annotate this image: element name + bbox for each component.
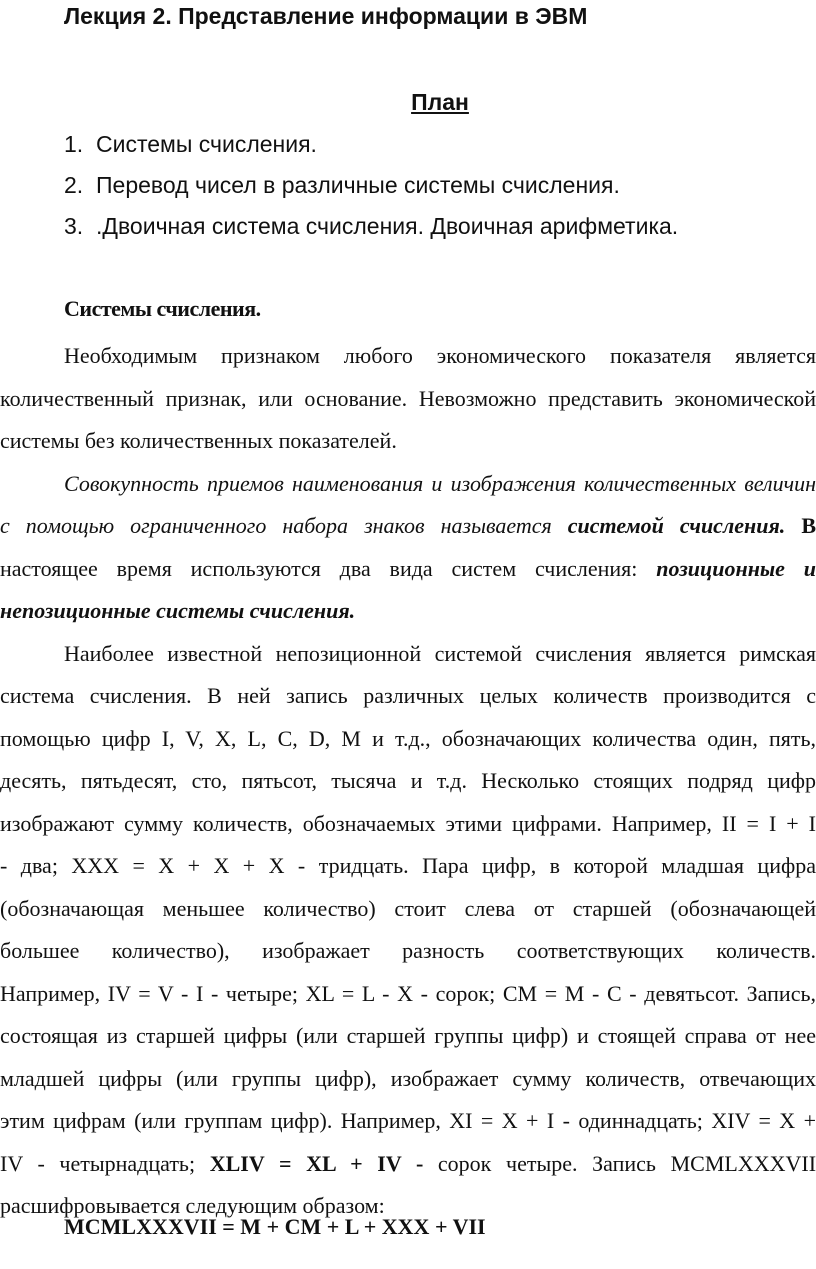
plan-item-3 bbox=[64, 213, 678, 240]
paragraph-3-line: этим цифрам (или группам цифр). Например, XI = X + I - одиннадцать; XIV = X + bbox=[0, 1108, 816, 1133]
bold-text: В bbox=[801, 513, 816, 538]
plain-text: сорок четыре. Запись MCMLXXXVII bbox=[437, 1150, 816, 1176]
paragraph-1-line: Необходимым признаком любого экономического показателя является bbox=[64, 343, 816, 368]
paragraph-3-line: Например, IV = V - I - четыре; XL = L - X - сорок; CM = M - C - девятьсот. Запись, bbox=[0, 980, 816, 1006]
paragraph-3-line: изображают сумму количеств, обозначаемых этими цифрами. Например, II = I + I bbox=[0, 810, 816, 836]
bold-example: XLIV = XL + IV - bbox=[209, 1150, 424, 1176]
term-non-positional: непозиционные системы счисления. bbox=[0, 598, 356, 623]
paragraph-3-line: расшифровывается следующим образом: bbox=[0, 1193, 385, 1218]
paragraph-3-line: - два; XXX = X + X + X - тридцать. Пара цифр, в которой младшая цифра bbox=[0, 853, 816, 878]
plan-heading: План bbox=[411, 89, 469, 115]
plain-text: IV - четырнадцать; bbox=[0, 1150, 196, 1176]
paragraph-1-line: количественный признак, или основание. Невозможно представить экономической bbox=[0, 385, 816, 411]
plan-item-1 bbox=[64, 131, 317, 158]
paragraph-3-line bbox=[0, 1143, 816, 1186]
plan-item-number: 3. bbox=[64, 213, 84, 239]
paragraph-2-line bbox=[0, 548, 816, 591]
paragraph-3-line: большее количество), изображает разность соответствующих количеств. bbox=[0, 938, 816, 963]
paragraph-3-line: система счисления. В ней запись различных целых количеств производится с bbox=[0, 683, 816, 708]
plan-item-text: Перевод чисел в различные системы счисления. bbox=[96, 172, 620, 198]
roman-numeral-formula: MCMLXXXVII = M + CM + L + XXX + VII bbox=[64, 1214, 486, 1239]
plan-item-number: 2. bbox=[64, 172, 84, 198]
section-heading: Системы счисления. bbox=[64, 296, 261, 321]
term-positional: позиционные и bbox=[656, 555, 816, 581]
plan-item-2 bbox=[64, 172, 620, 199]
body-text bbox=[0, 335, 816, 1228]
paragraph-3-line: (обозначающая меньшее количество) стоит слева от старшей (обозначающей bbox=[0, 895, 816, 921]
paragraph-3-line: Наиболее известной непозиционной системой счисления является римская bbox=[64, 640, 816, 666]
paragraph-3-line: десять, пятьдесят, сто, пятьсот, тысяча и т.д. Несколько стоящих подряд цифр bbox=[0, 768, 816, 793]
paragraph-1-line: системы без количественных показателей. bbox=[0, 428, 397, 453]
paragraph-3-line: младшей цифры (или группы цифр), изображает сумму количеств, отвечающих bbox=[0, 1065, 816, 1091]
plan-item-text: Системы счисления. bbox=[96, 131, 317, 157]
lecture-title: Лекция 2. Представление информации в ЭВМ bbox=[64, 3, 588, 29]
plan-item-text: .Двоичная система счисления. Двоичная арифметика. bbox=[96, 213, 679, 239]
paragraph-2-line bbox=[0, 505, 816, 548]
paragraph-3-line: состоящая из старшей цифры (или старшей группы цифр) и стоящей справа от нее bbox=[0, 1023, 816, 1048]
paragraph-3-line: помощью цифр I, V, X, L, C, D, M и т.д., обозначающих количества один, пять, bbox=[0, 725, 816, 751]
term-number-system: системой счисления. bbox=[567, 513, 786, 538]
plan-item-number: 1. bbox=[64, 131, 84, 157]
italic-text: с помощью ограниченного набора знаков называется bbox=[0, 513, 552, 538]
paragraph-2-line: Совокупность приемов наименования и изображения количественных величин bbox=[64, 470, 816, 496]
plain-text: настоящее время используются два вида систем счисления: bbox=[0, 555, 638, 581]
